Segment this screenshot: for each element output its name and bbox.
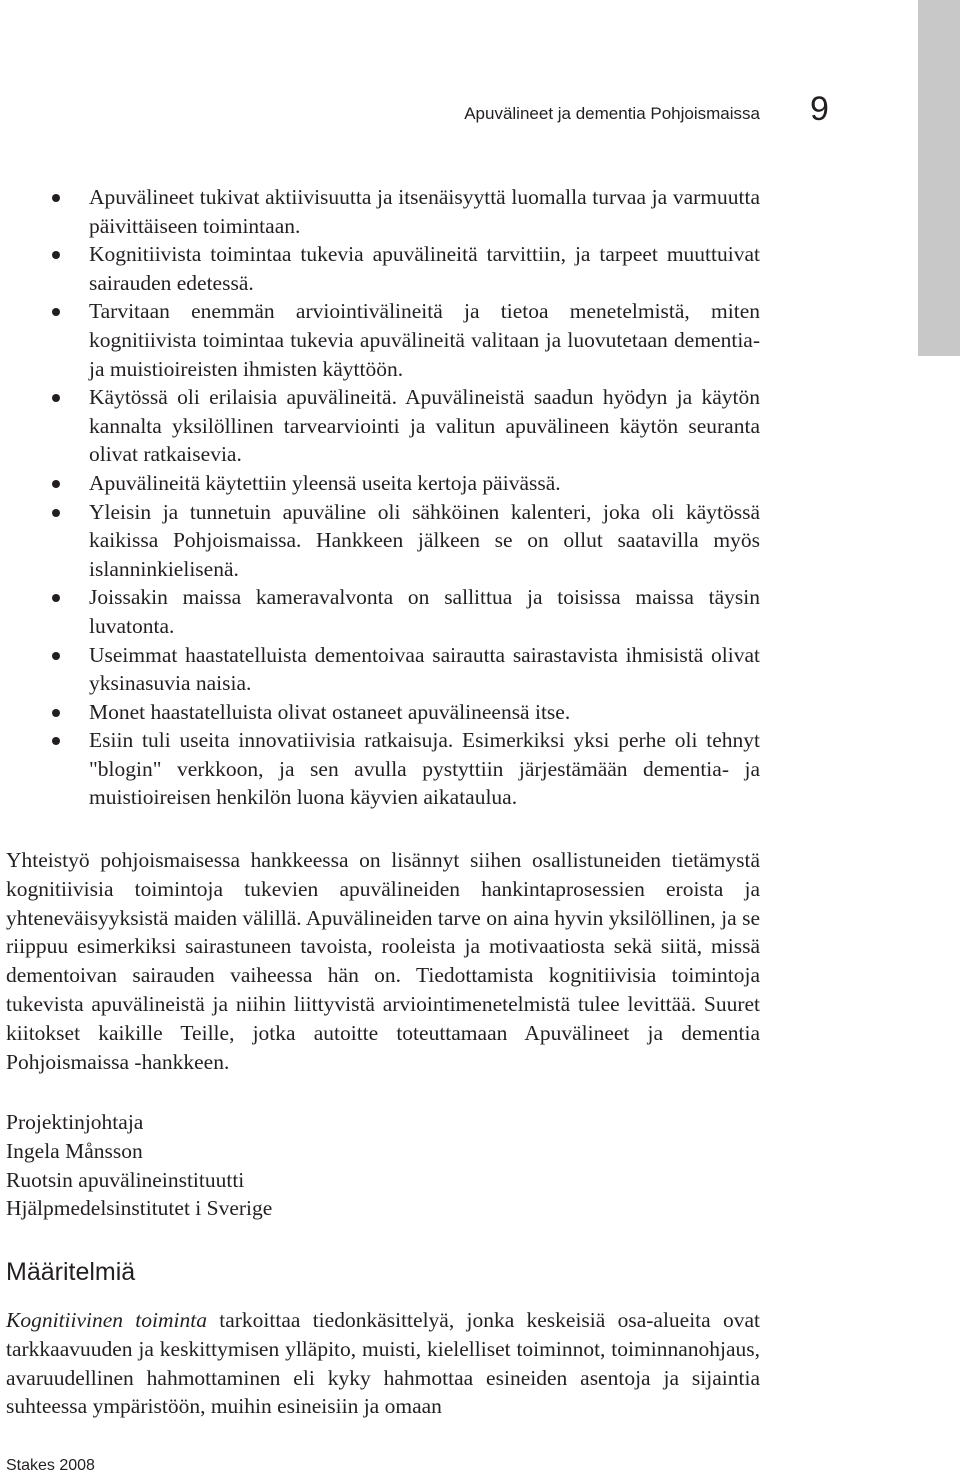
page-number: 9 bbox=[810, 90, 829, 128]
side-thumb-tab bbox=[918, 0, 960, 356]
list-item bbox=[52, 240, 760, 297]
bullet-icon bbox=[52, 251, 60, 259]
bullet-text: Esiin tuli useita innovatiivisia ratkaisuja. Esimerkiksi yksi perhe oli tehnyt "blogin" verkkoon, ja sen avulla pystyttiin järjestämään dementia- ja muistioireisen henkilön luona käyvien aikataulua. bbox=[89, 728, 760, 810]
signature-role: Projektinjohtaja bbox=[6, 1110, 144, 1134]
signature-name: Ingela Månsson bbox=[6, 1138, 143, 1163]
list-item bbox=[52, 383, 760, 469]
list-item bbox=[52, 498, 760, 584]
definition-paragraph bbox=[6, 1306, 760, 1421]
bullet-text: Apuvälineet tukivat aktiivisuutta ja itsenäisyyttä luomalla turvaa ja varmuutta päivittäiseen toimintaan. bbox=[89, 185, 760, 238]
bullet-text: Kognitiivista toimintaa tukevia apuvälineitä tarvittiin, ja tarpeet muuttuivat sairauden edetessä. bbox=[89, 242, 760, 295]
running-header-title: Apuvälineet ja dementia Pohjoismaissa bbox=[464, 104, 760, 123]
signature-organization-fi: Ruotsin apuvälineinstituutti bbox=[6, 1167, 245, 1192]
bullet-text: Monet haastatelluista olivat ostaneet apuvälineensä itse. bbox=[89, 699, 571, 724]
bullet-text: Apuvälineitä käytettiin yleensä useita kertoja päivässä. bbox=[89, 470, 561, 495]
list-item bbox=[52, 698, 760, 727]
definition-text: tarkoittaa tiedonkäsittelyä, jonka keskeisiä osa-alueita ovat tarkkaavuuden ja keskittymisen ylläpito, muisti, kielelliset toiminnot, toiminnanohjaus, avaruudellinen hahmottaminen eli kyky hahmottaa esineiden asentoja ja sijaintia suhteessa ympäristöön, muihin esineisiin ja omaan bbox=[6, 1308, 760, 1419]
bullet-icon bbox=[52, 709, 60, 717]
footer-text: Stakes 2008 bbox=[6, 1457, 95, 1474]
list-item bbox=[52, 469, 760, 498]
list-item bbox=[52, 641, 760, 698]
definition-term: Kognitiivinen toiminta bbox=[6, 1308, 207, 1332]
bullet-text: Tarvitaan enemmän arviointivälineitä ja tietoa menetelmistä, miten kognitiivista toimintaa tukevia apuvälineitä valitaan ja luovutetaan dementia- ja muistioireisten ihmisten käyttöön. bbox=[89, 299, 760, 381]
signature-block bbox=[6, 1108, 760, 1223]
bullet-icon bbox=[52, 480, 60, 488]
bullet-icon bbox=[52, 737, 60, 745]
bullet-text: Yleisin ja tunnetuin apuväline oli sähköinen kalenteri, joka oli käytössä kaikissa Pohjoismaissa. Hankkeen jälkeen se on ollut saatavilla myös islanninkielisenä. bbox=[89, 499, 760, 581]
bullet-icon bbox=[52, 652, 60, 660]
section-heading: Määritelmiä bbox=[6, 1258, 136, 1286]
bullet-icon bbox=[52, 594, 60, 602]
intro-paragraph: Yhteistyö pohjoismaisessa hankkeessa on lisännyt siihen osallistuneiden tietämystä kognitiivisia toimintoja tukevien apuvälineiden hankintaprosessien eroista ja yhteneväisyyksistä maiden välillä. Apuvälineiden tarve on aina hyvin yksilöllinen, ja se riippuu esimerkiksi sairastuneen tavoista, rooleista ja motivaatiosta sekä siitä, missä dementoivan sairauden vaiheessa hän on. Tiedottamista kognitiivisia toimintoja tukevista apuvälineistä ja niihin liittyvistä arviointimenetelmistä tulee levittää. Suuret kiitokset kaikille Teille, jotka autoitte toteuttamaan Apuvälineet ja dementia Pohjoismaissa -hankkeen. bbox=[6, 848, 760, 1074]
bullet-icon bbox=[52, 394, 60, 402]
bullet-icon bbox=[52, 308, 60, 316]
bullet-text: Käytössä oli erilaisia apuvälineitä. Apuvälineistä saadun hyödyn ja käytön kannalta yksilöllinen tarvearviointi ja valitun apuvälineen käytön seuranta olivat ratkaisevia. bbox=[89, 385, 760, 467]
signature-organization-sv: Hjälpmedelsinstitutet i Sverige bbox=[6, 1196, 273, 1221]
list-item bbox=[52, 726, 760, 812]
bullet-text: Joissakin maissa kameravalvonta on sallittua ja toisissa maissa täysin luvatonta. bbox=[89, 585, 760, 638]
list-item bbox=[52, 297, 760, 383]
list-item bbox=[52, 583, 760, 640]
bullet-icon bbox=[52, 509, 60, 517]
list-item bbox=[52, 183, 760, 240]
bullet-icon bbox=[52, 194, 60, 202]
findings-bullet-list bbox=[52, 183, 760, 812]
bullet-text: Useimmat haastatelluista dementoivaa sairautta sairastavista ihmisistä olivat yksinasuvia naisia. bbox=[89, 642, 760, 696]
